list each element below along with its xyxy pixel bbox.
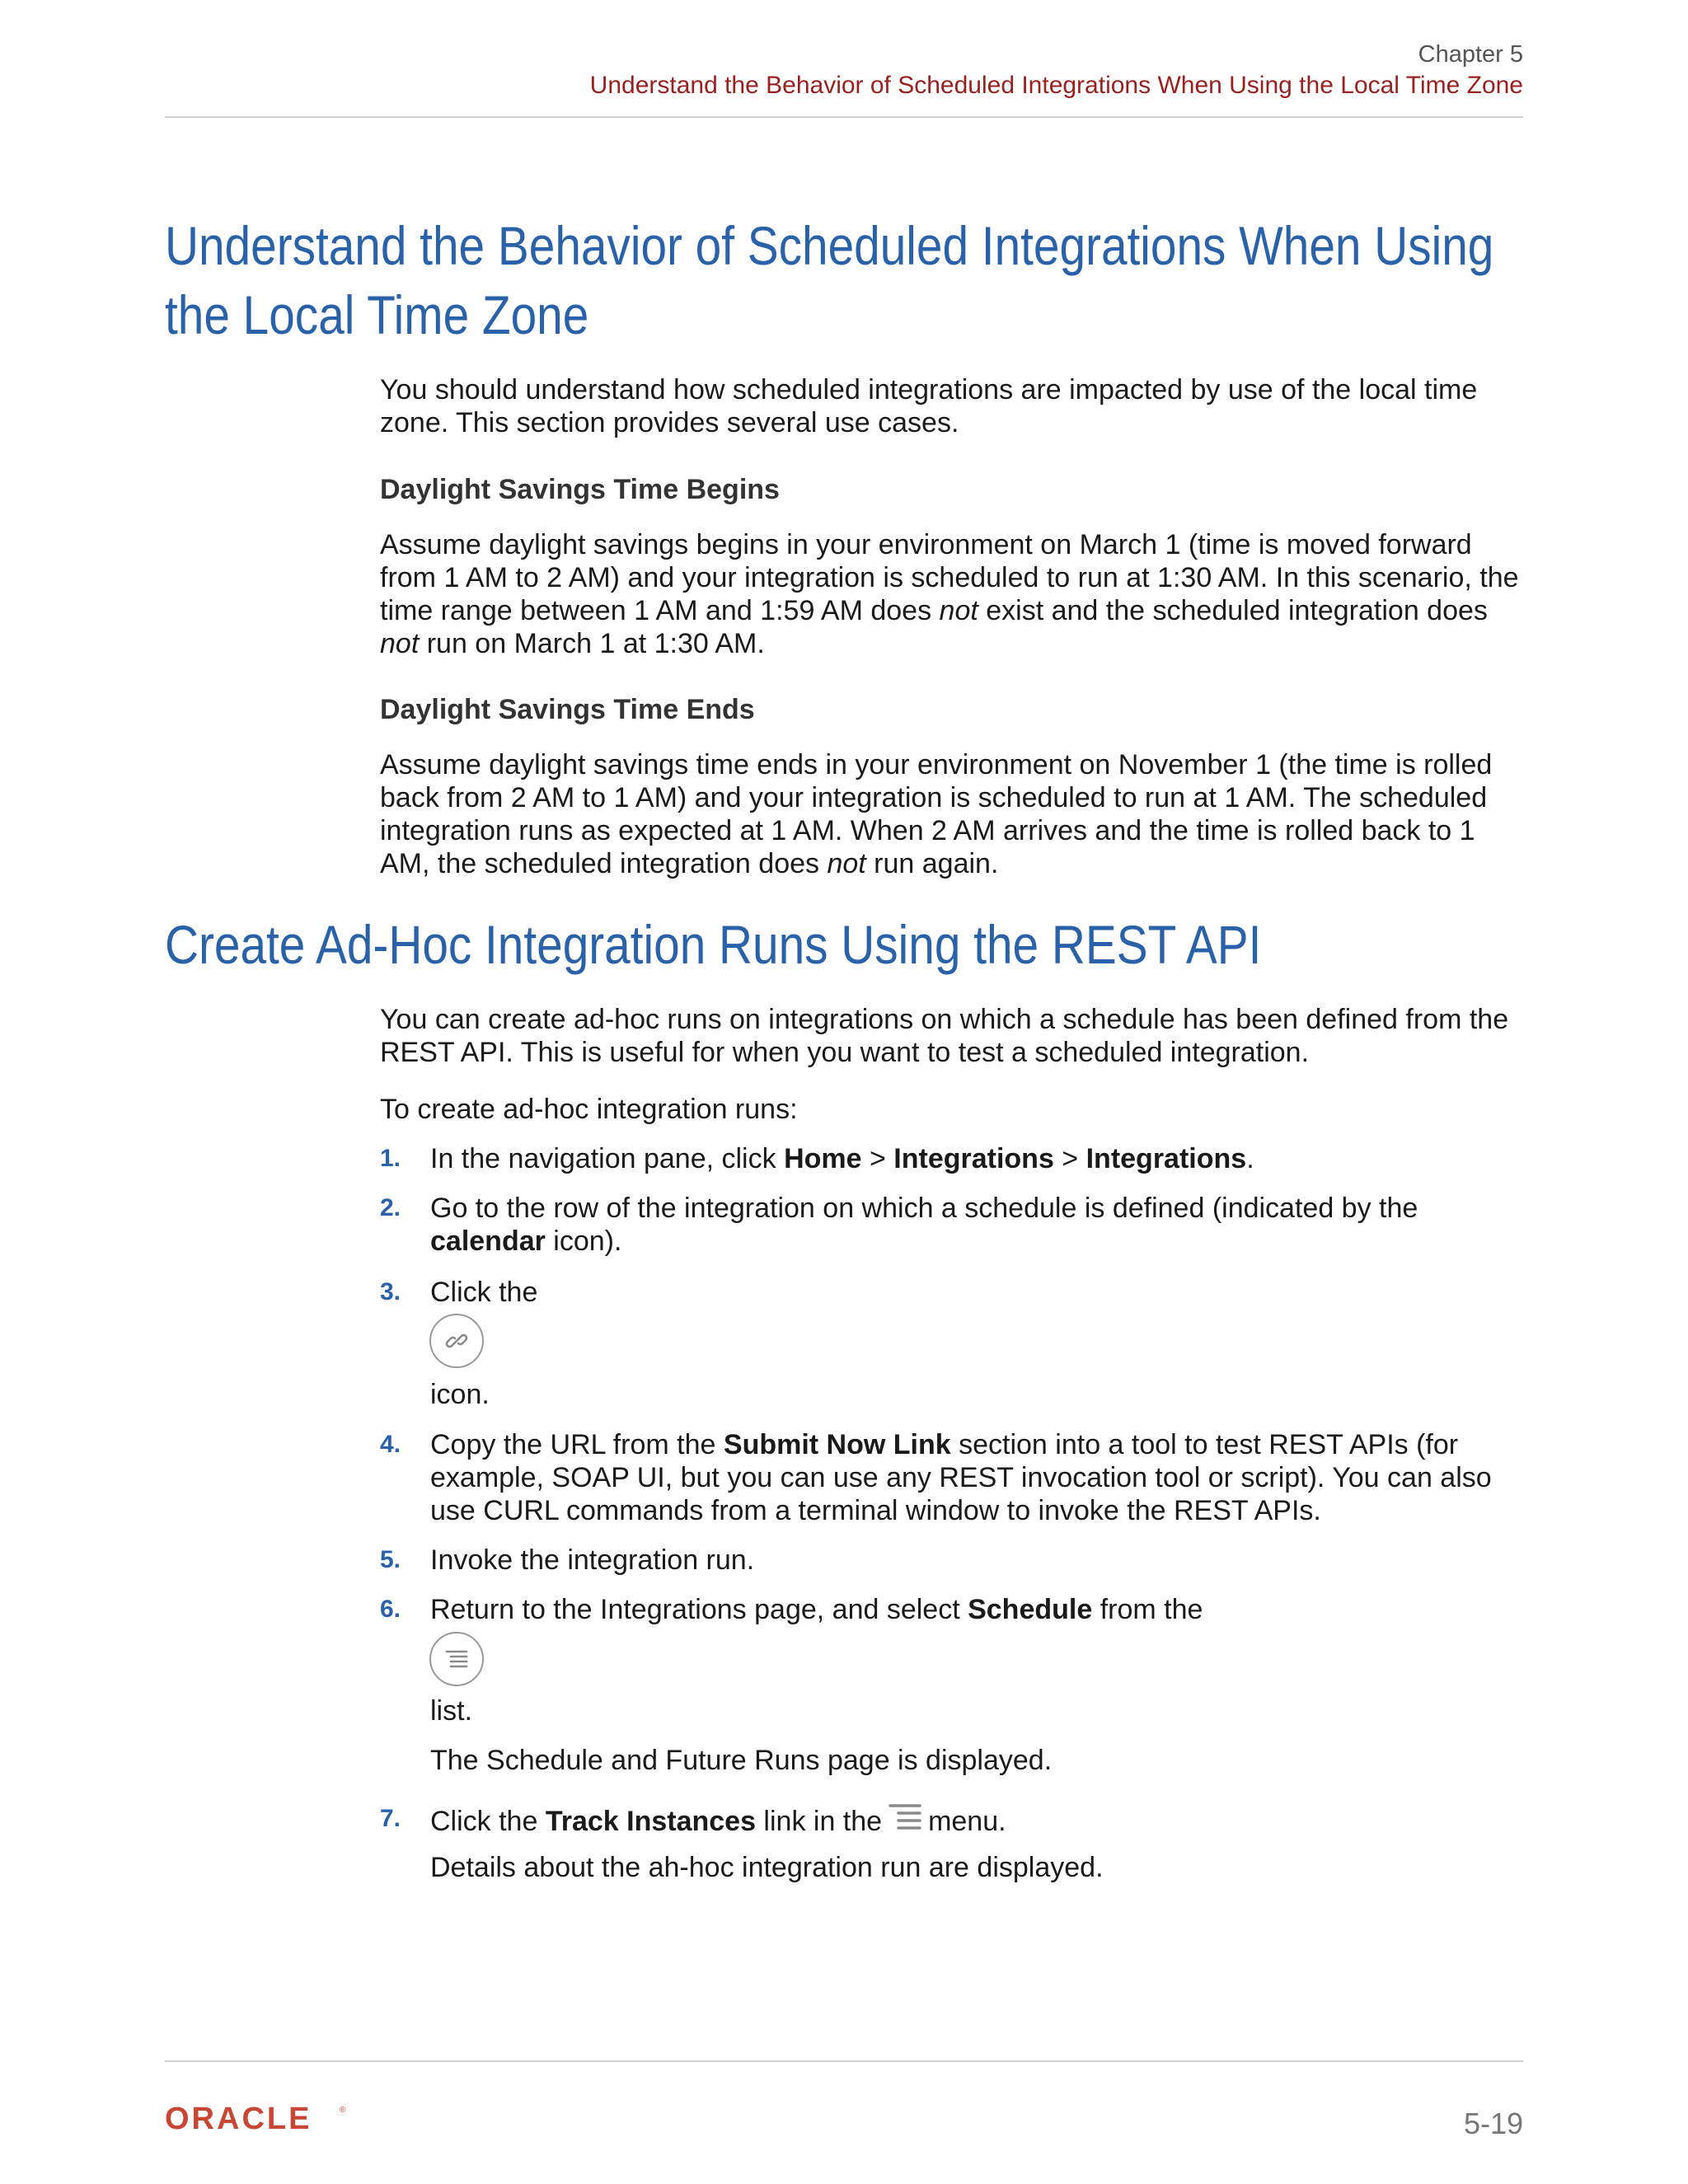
step-3-after-text: icon. (430, 1379, 490, 1410)
step-3-text: Click the (430, 1277, 538, 1308)
paragraph-dst-begins: Assume daylight savings begins in your environment on March 1 (time is moved forward from 1 AM to 2 AM) and your integration is scheduled to run at 1:30 AM. In this scenario, the time range between 1 AM and 1:59 AM does not exist and the scheduled integration does not run on March 1 at 1:30 AM. (380, 529, 1519, 659)
section-title-adhoc-runs: Create Ad-Hoc Integration Runs Using the REST API (165, 914, 1262, 975)
procedure-lead: To create ad-hoc integration runs: (380, 1094, 798, 1125)
header-divider (165, 116, 1523, 118)
step-6-result-note: The Schedule and Future Runs page is displayed. (430, 1745, 1053, 1776)
registered-mark: ® (340, 2106, 346, 2115)
section2-intro: You can create ad-hoc runs on integrations on which a schedule has been defined from the REST API. This is useful for when you want to test a scheduled integration. (380, 1004, 1509, 1068)
running-header-chapter: Chapter 5 (1418, 41, 1523, 68)
subheading-dst-ends: Daylight Savings Time Ends (380, 694, 755, 725)
oracle-logo (165, 2102, 354, 2139)
footer-divider (165, 2060, 1523, 2062)
step-number: 5. (380, 1546, 401, 1573)
step-number: 1. (380, 1145, 401, 1172)
step-number: 2. (380, 1194, 401, 1221)
step-number: 3. (380, 1278, 401, 1305)
step-number: 7. (380, 1805, 401, 1832)
step-7-text: Click the Track Instances link in the menu. (430, 1802, 1518, 1841)
oracle-logo-text: ORACLE (165, 2102, 312, 2135)
hamburger-menu-icon (429, 1632, 484, 1686)
step-6-after-text: list. (430, 1695, 472, 1727)
section-title-scheduled-integrations-line1: Understand the Behavior of Scheduled Integrations When Using (165, 215, 1494, 276)
step-number: 4. (380, 1431, 401, 1458)
link-icon (429, 1314, 484, 1368)
step-number: 6. (380, 1596, 401, 1623)
step-2-text: Go to the row of the integration on which a schedule is defined (indicated by the calendar icon). (430, 1193, 1418, 1257)
subheading-dst-begins: Daylight Savings Time Begins (380, 474, 780, 505)
step-7-result-note: Details about the ah-hoc integration run are displayed. (430, 1852, 1104, 1883)
running-header-section-title: Understand the Behavior of Scheduled Integrations When Using the Local Time Zone (589, 72, 1523, 99)
section1-intro: You should understand how scheduled integrations are impacted by use of the local time zone. This section provides several use cases. (380, 374, 1478, 438)
section-title-scheduled-integrations-line2: the Local Time Zone (165, 284, 589, 345)
link-icon-glyph (444, 1329, 469, 1353)
page-number: 5-19 (1463, 2107, 1523, 2140)
hamburger-menu-icon-glyph (444, 1648, 469, 1670)
paragraph-dst-ends: Assume daylight savings time ends in your environment on November 1 (the time is rolled back from 2 AM to 1 AM) and your integration is scheduled to run at 1 AM. The scheduled integration runs as expected at 1 AM. When 2 AM arrives and the time is rolled back to 1 AM, the scheduled integration does not run again. (380, 749, 1493, 879)
step-4-text: Copy the URL from the Submit Now Link section into a tool to test REST APIs (for example, SOAP UI, but you can use any REST invocation tool or script). You can also use CURL commands from a terminal window to invoke the REST APIs. (430, 1429, 1492, 1526)
step-5-text: Invoke the integration run. (430, 1544, 755, 1576)
menu-lines-icon (887, 1802, 923, 1841)
step-6-text: Return to the Integrations page, and select Schedule from the (430, 1594, 1203, 1625)
step-1-text: In the navigation pane, click Home > Integrations > Integrations. (430, 1143, 1254, 1174)
oracle-logo-mark (165, 2102, 354, 2135)
